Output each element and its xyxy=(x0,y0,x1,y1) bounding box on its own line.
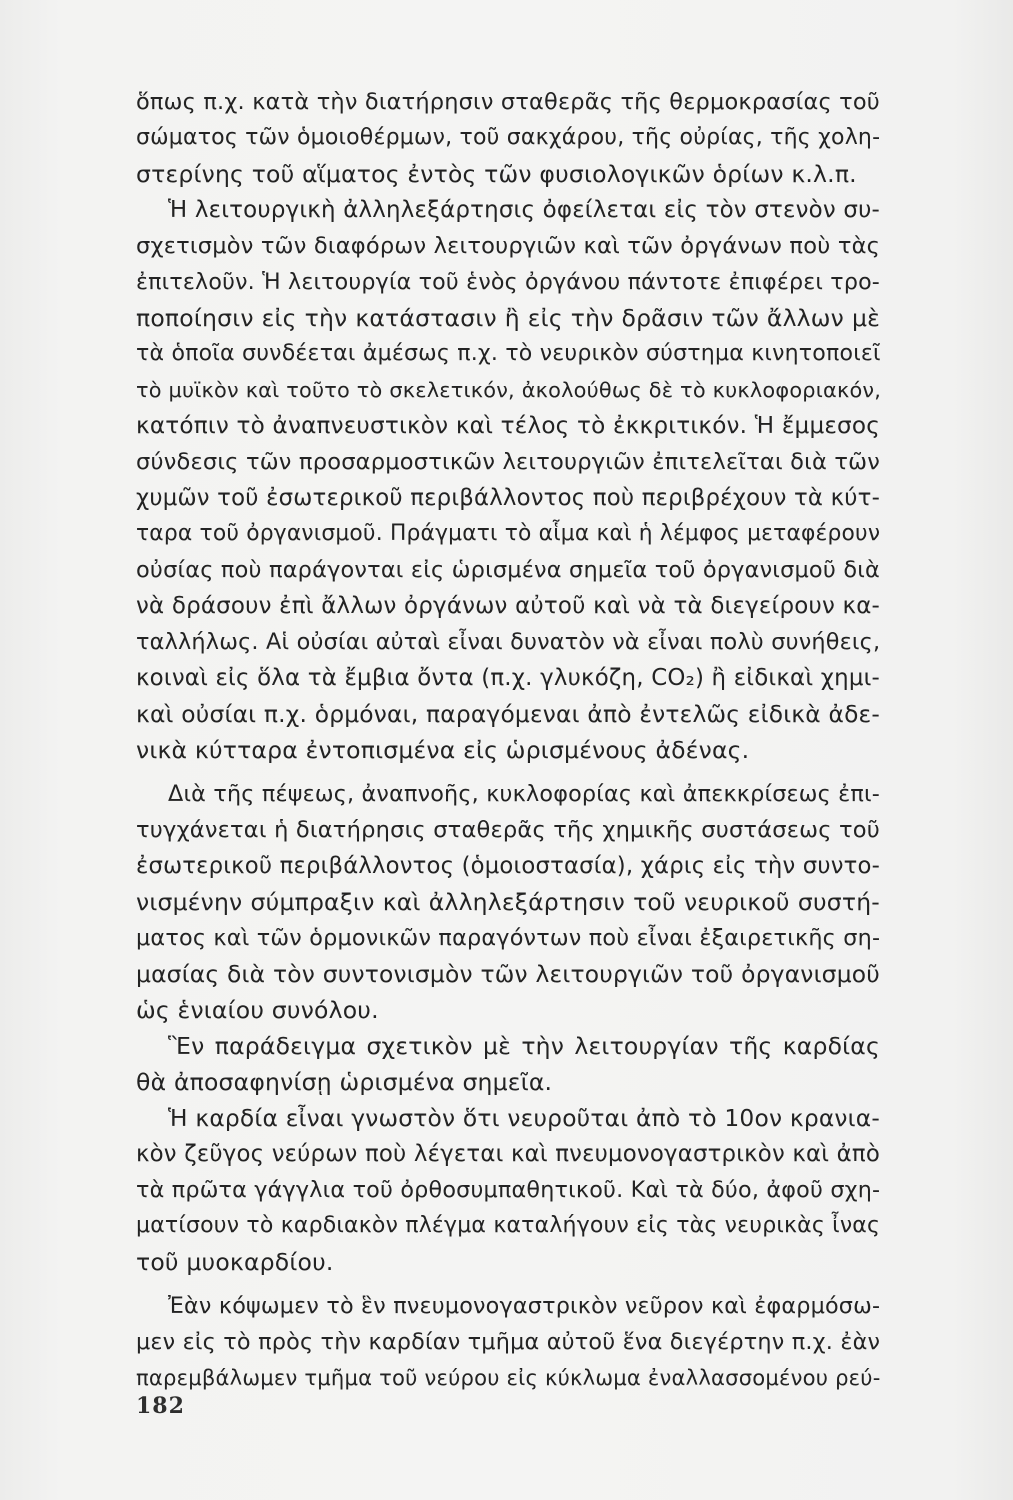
text-line: σχετισμὸν τῶν διαφόρων λειτουργιῶν καὶ τῶν ὀργάνων ποὺ τὰς xyxy=(136,233,881,259)
text-line: καὶ οὐσίαι π.χ. ὁρμόναι, παραγόμεναι ἀπὸ ἐντελῶς εἰδικὰ ἀδε- xyxy=(136,700,880,728)
text-line: κοιναὶ εἰς ὅλα τὰ ἔμβια ὄντα (π.χ. γλυκόζη, CO₂) ἢ εἰδικαὶ χημι- xyxy=(136,665,880,691)
text-line: ἐσωτερικοῦ περιβάλλοντος (ὁμοιοστασία), χάρις εἰς τὴν συντο- xyxy=(136,853,880,879)
text-line: τοῦ μυοκαρδίου. xyxy=(136,1248,334,1276)
text-line: Ἓν παράδειγμα σχετικὸν μὲ τὴν λειτουργίαν τῆς καρδίας xyxy=(168,1032,880,1060)
text-line: στερίνης τοῦ αἵματος ἐντὸς τῶν φυσιολογικῶν ὁρίων κ.λ.π. xyxy=(136,160,857,188)
text-line: ταλλήλως. Αἱ οὐσίαι αὐταὶ εἶναι δυνατὸν νὰ εἶναι πολὺ συνήθεις, xyxy=(136,629,881,655)
text-line: σώματος τῶν ὁμοιοθέρμων, τοῦ σακχάρου, τῆς οὐρίας, τῆς χολη- xyxy=(136,125,881,150)
text-line: χυμῶν τοῦ ἐσωτερικοῦ περιβάλλοντος ποὺ περιβρέχουν τὰ κύτ- xyxy=(136,485,880,511)
text-line: κατόπιν τὸ ἀναπνευστικὸν καὶ τέλος τὸ ἐκκριτικόν. Ἡ ἔμμεσος xyxy=(136,413,880,439)
paragraph-gap xyxy=(136,768,880,776)
text-line: ποποίησιν εἰς τὴν κατάστασιν ἢ εἰς τὴν δρᾶσιν τῶν ἄλλων μὲ xyxy=(136,304,880,332)
text-line: οὐσίας ποὺ παράγονται εἰς ὡρισμένα σημεῖα τοῦ ὀργανισμοῦ διὰ xyxy=(136,557,880,583)
text-line: τὰ πρῶτα γάγγλια τοῦ ὀρθοσυμπαθητικοῦ. Καὶ τὰ δύο, ἀφοῦ σχη- xyxy=(136,1177,881,1203)
text-line: ταρα τοῦ ὀργανισμοῦ. Πράγματι τὸ αἷμα καὶ ἡ λέμφος μεταφέρουν xyxy=(136,521,881,546)
body-text xyxy=(136,84,880,1396)
text-line: ὡς ἑνιαίου συνόλου. xyxy=(136,996,379,1024)
text-line: παρεμβάλωμεν τμῆμα τοῦ νεύρου εἰς κύκλωμα ἐναλλασσομένου ρεύ- xyxy=(136,1365,881,1390)
text-line: νικὰ κύτταρα ἐντοπισμένα εἰς ὡρισμένους ἀδένας. xyxy=(136,736,750,764)
text-line: Ἡ καρδία εἶναι γνωστὸν ὅτι νευροῦται ἀπὸ τὸ 10ον κρανια- xyxy=(168,1104,880,1132)
page-number: 182 xyxy=(136,1393,185,1419)
text-line: τυγχάνεται ἡ διατήρησις σταθερᾶς τῆς χημικῆς συστάσεως τοῦ xyxy=(136,817,881,843)
text-line: τὸ μυϊκὸν καὶ τοῦτο τὸ σκελετικόν, ἀκολούθως δὲ τὸ κυκλοφοριακόν, xyxy=(136,378,882,402)
text-line: ἐπιτελοῦν. Ἡ λειτουργία τοῦ ἑνὸς ὀργάνου πάντοτε ἐπιφέρει τρο- xyxy=(136,269,880,295)
paragraph-gap xyxy=(136,1280,880,1288)
text-line: μασίας διὰ τὸν συντονισμὸν τῶν λειτουργιῶν τοῦ ὀργανισμοῦ xyxy=(136,960,880,988)
text-line: θὰ ἀποσαφηνίσῃ ὡρισμένα σημεῖα. xyxy=(136,1068,553,1096)
text-line: κὸν ζεῦγος νεύρων ποὺ λέγεται καὶ πνευμονογαστρικὸν καὶ ἀπὸ xyxy=(136,1141,880,1167)
text-line: μεν εἰς τὸ πρὸς τὴν καρδίαν τμῆμα αὐτοῦ ἕνα διεγέρτην π.χ. ἐὰν xyxy=(136,1329,881,1355)
text-line: Ἡ λειτουργικὴ ἀλληλεξάρτησις ὀφείλεται εἰς τὸν στενὸν συ- xyxy=(168,197,880,223)
text-line: σύνδεσις τῶν προσαρμοστικῶν λειτουργιῶν ἐπιτελεῖται διὰ τῶν xyxy=(136,449,880,475)
text-line: νισμένην σύμπραξιν καὶ ἀλληλεξάρτησιν τοῦ νευρικοῦ συστή- xyxy=(136,888,880,916)
text-line: Διὰ τῆς πέψεως, ἀναπνοῆς, κυκλοφορίας καὶ ἀπεκκρίσεως ἐπι- xyxy=(168,781,881,807)
text-line: νὰ δράσουν ἐπὶ ἄλλων ὀργάνων αὐτοῦ καὶ νὰ τὰ διεγείρουν κα- xyxy=(136,593,880,619)
text-line: ματίσουν τὸ καρδιακὸν πλέγμα καταλήγουν εἰς τὰς νευρικὰς ἶνας xyxy=(136,1213,881,1238)
text-line: τὰ ὁποῖα συνδέεται ἀμέσως π.χ. τὸ νευρικὸν σύστημα κινητοποιεῖ xyxy=(136,341,881,366)
text-line: ματος καὶ τῶν ὁρμονικῶν παραγόντων ποὺ εἶναι ἐξαιρετικῆς ση- xyxy=(136,925,881,951)
text-line: ὅπως π.χ. κατὰ τὴν διατήρησιν σταθερᾶς τῆς θερμοκρασίας τοῦ xyxy=(136,89,880,115)
text-line: Ἐὰν κόψωμεν τὸ ἓν πνευμονογαστρικὸν νεῦρον καὶ ἐφαρμόσω- xyxy=(168,1293,881,1319)
